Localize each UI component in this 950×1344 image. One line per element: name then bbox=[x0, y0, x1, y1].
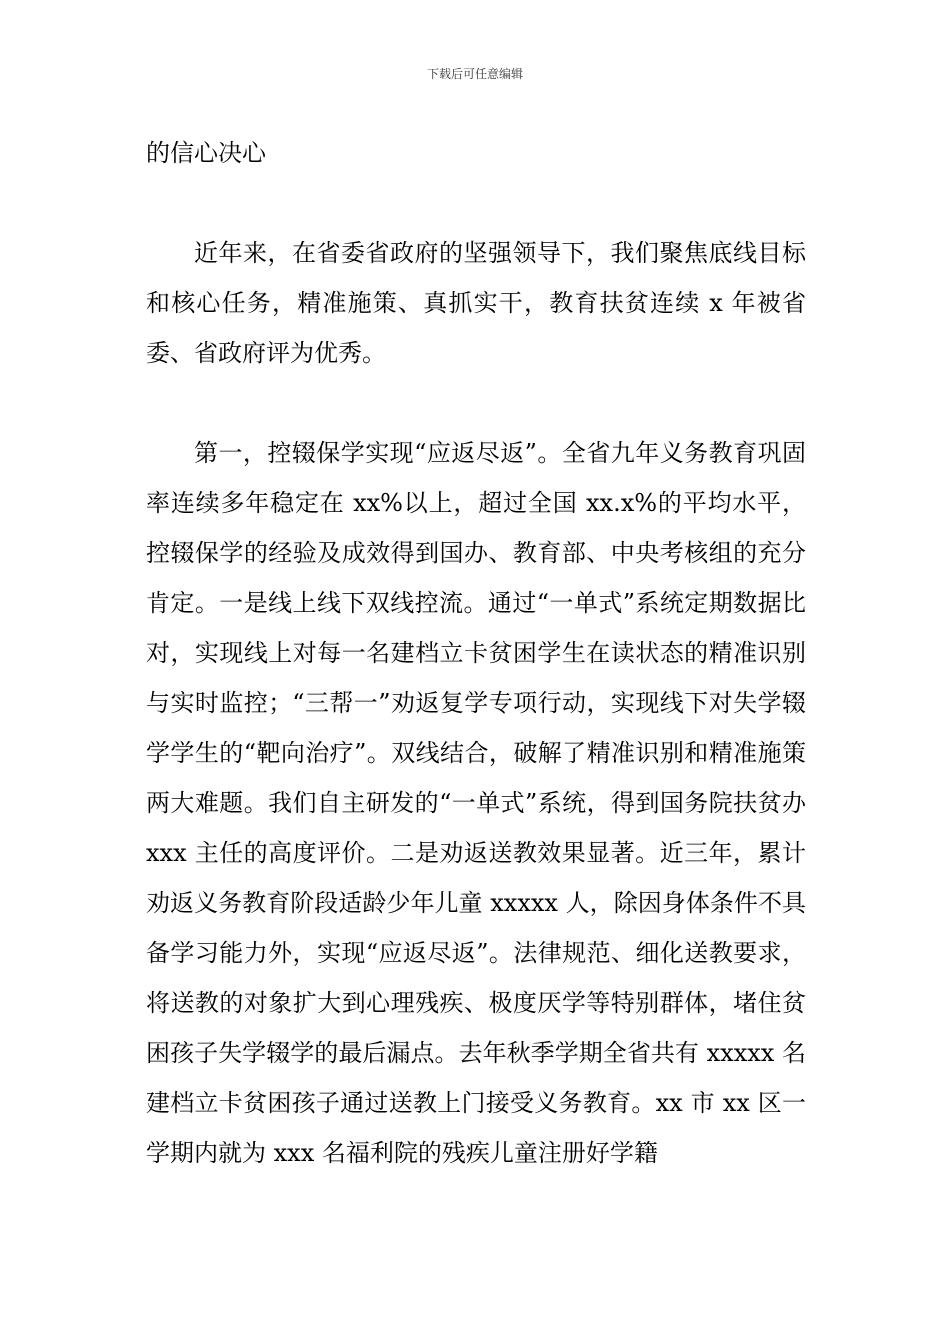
page-header-note: 下载后可任意编辑 bbox=[426, 67, 523, 81]
document-body bbox=[146, 128, 806, 1178]
paragraph-gap bbox=[146, 378, 806, 428]
paragraph-gap bbox=[146, 178, 806, 228]
paragraph-continuation: 的信心决心 bbox=[146, 139, 266, 167]
paragraph-intro: 近年来，在省委省政府的坚强领导下，我们聚焦底线目标和核心任务，精准施策、真抓实干，教育扶贫连续 x 年被省委、省政府评为优秀。 bbox=[146, 239, 806, 367]
paragraph-first-point: 第一，控辍保学实现“应返尽返”。全省九年义务教育巩固率连续多年稳定在 xx%以上，超过全国 xx.x%的平均水平，控辍保学的经验及成效得到国办、教育部、中央考核组的充分肯定。一是线上线下双线控流。通过“一单式”系统定期数据比对，实现线上对每一名建档立卡贫困学生在读状态的精准识别与实时监控；“三帮一”劝返复学专项行动，实现线下对失学辍学学生的“靶向治疗”。双线结合，破解了精准识别和精准施策两大难题。我们自主研发的“一单式”系统，得到国务院扶贫办 xxx 主任的高度评价。二是劝返送教效果显著。近三年，累计劝返义务教育阶段适龄少年儿童 xxxxx 人，除因身体条件不具备学习能力外，实现“应返尽返”。法律规范、细化送教要求，将送教的对象扩大到心理残疾、极度厌学等特别群体，堵住贫困孩子失学辍学的最后漏点。去年秋季学期全省共有 xxxxx 名建档立卡贫困孩子通过送教上门接受义务教育。xx 市 xx 区一学期内就为 xxx 名福利院的残疾儿童注册好学籍 bbox=[146, 439, 806, 1167]
